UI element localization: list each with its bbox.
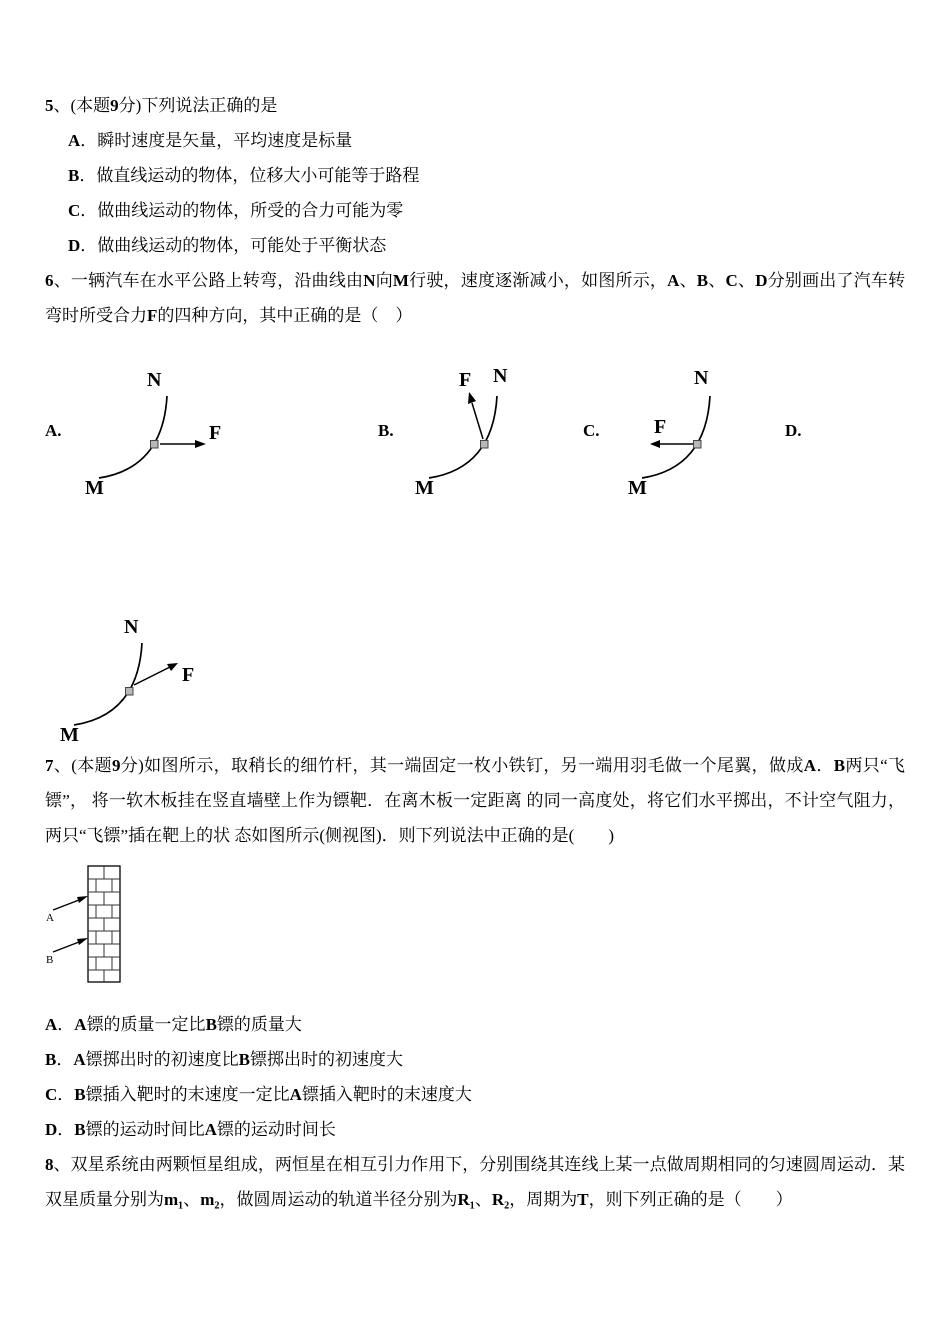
q6c-car-marker [694,441,702,449]
q7-dartboard-diagram [45,865,140,983]
q6-diagram-a [85,366,235,501]
q6c-force-arrowhead [650,440,660,448]
q6-diagram-c [628,366,778,501]
q5-option-d: D．做曲线运动的物体，可能处于平衡状态 [68,236,387,255]
q7-option-b: B．A镖掷出时的初速度比B镖掷出时的初速度大 [45,1050,403,1069]
question-8 [45,1147,905,1217]
q6c-road-curve [642,396,710,478]
q5-options [45,123,905,263]
q5-option-c: C．做曲线运动的物体，所受的合力可能为零 [68,201,404,220]
q6c-f-label: F [654,416,667,438]
dart-b [46,938,88,966]
q6-option-label-a: A. [45,421,62,440]
q6b-road-curve [429,396,497,478]
q6b-car-marker [481,441,489,449]
q6b-f-label: F [459,369,472,391]
dart-a-head [77,896,88,903]
question-5 [45,88,905,263]
q7-figure [45,865,905,983]
dart-b-label: B [46,954,54,966]
q6-option-label-d: D. [785,421,802,440]
q7-option-c: C．B镖插入靶时的末速度一定比A镖插入靶时的末速度大 [45,1085,472,1104]
dart-a-label: A [46,912,54,924]
q6b-force-arrow [472,403,483,439]
q7-options [45,1007,905,1147]
q6-option-label-c: C. [583,421,600,440]
brick-wall [88,866,120,982]
dart-b-head [77,938,88,945]
q6-diagram-b [415,366,565,501]
q5-stem: 5、(本题9分)下列说法正确的是 [45,96,278,115]
q6b-m-label: M [415,477,434,499]
q7-option-a: A．A镖的质量一定比B镖的质量大 [45,1015,302,1034]
q6b-n-label: N [493,365,508,387]
q6c-m-label: M [628,477,647,499]
q6a-m-label: M [85,477,104,499]
q6a-n-label: N [147,369,162,391]
q6d-force-arrow [134,667,170,685]
q6c-n-label: N [694,367,709,389]
dart-a [46,896,88,924]
q6a-force-arrowhead [195,440,206,448]
q7-option-d: D．B镖的运动时间比A镖的运动时间长 [45,1120,336,1139]
q6-diagram-d [60,613,210,748]
q6-figure [45,333,905,748]
q5-option-a: A．瞬时速度是矢量，平均速度是标量 [68,131,353,150]
q5-option-b: B．做直线运动的物体，位移大小可能等于路程 [68,166,420,185]
q6d-road-curve [74,643,142,725]
q6a-f-label: F [209,422,222,444]
q7-stem: 7、(本题9分)如图所示，取稍长的细竹杆，其一端固定一枚小铁钉，另一端用羽毛做一个尾翼，做成A．B两只“飞镖”， 将一软木板挂在竖直墙壁上作为镖靶．在离木板一定距离 的同一高度处，将它们水平掷出，不计空气阻力，两只“飞镖”插在靶上的状 态如图所示(侧视图)．则下列说法中正确的是( ) [45,756,905,845]
q6d-car-marker [126,688,134,696]
q6a-road-curve [99,396,167,478]
q6d-m-label: M [60,724,79,746]
q6d-f-label: F [182,664,195,686]
q6-stem: 6、一辆汽车在水平公路上转弯，沿曲线由N向M行驶，速度逐渐减小，如图所示，A、B、C、D分别画出了汽车转弯时所受合力F的四种方向，其中正确的是（ ） [45,271,906,325]
q8-stem: 8、双星系统由两颗恒星组成，两恒星在相互引力作用下，分别围绕其连线上某一点做周期相同的匀速圆周运动．某双星质量分别为m₁、m₂，做圆周运动的轨道半径分别为R₁、R₂，周期为T，则下列正确的是（ ） [45,1155,905,1209]
q6b-force-arrowhead [468,392,476,404]
question-7 [45,748,905,1147]
q6-option-label-b: B. [378,421,394,440]
q6d-n-label: N [124,616,139,638]
q6a-car-marker [151,441,159,449]
question-6 [45,263,905,748]
